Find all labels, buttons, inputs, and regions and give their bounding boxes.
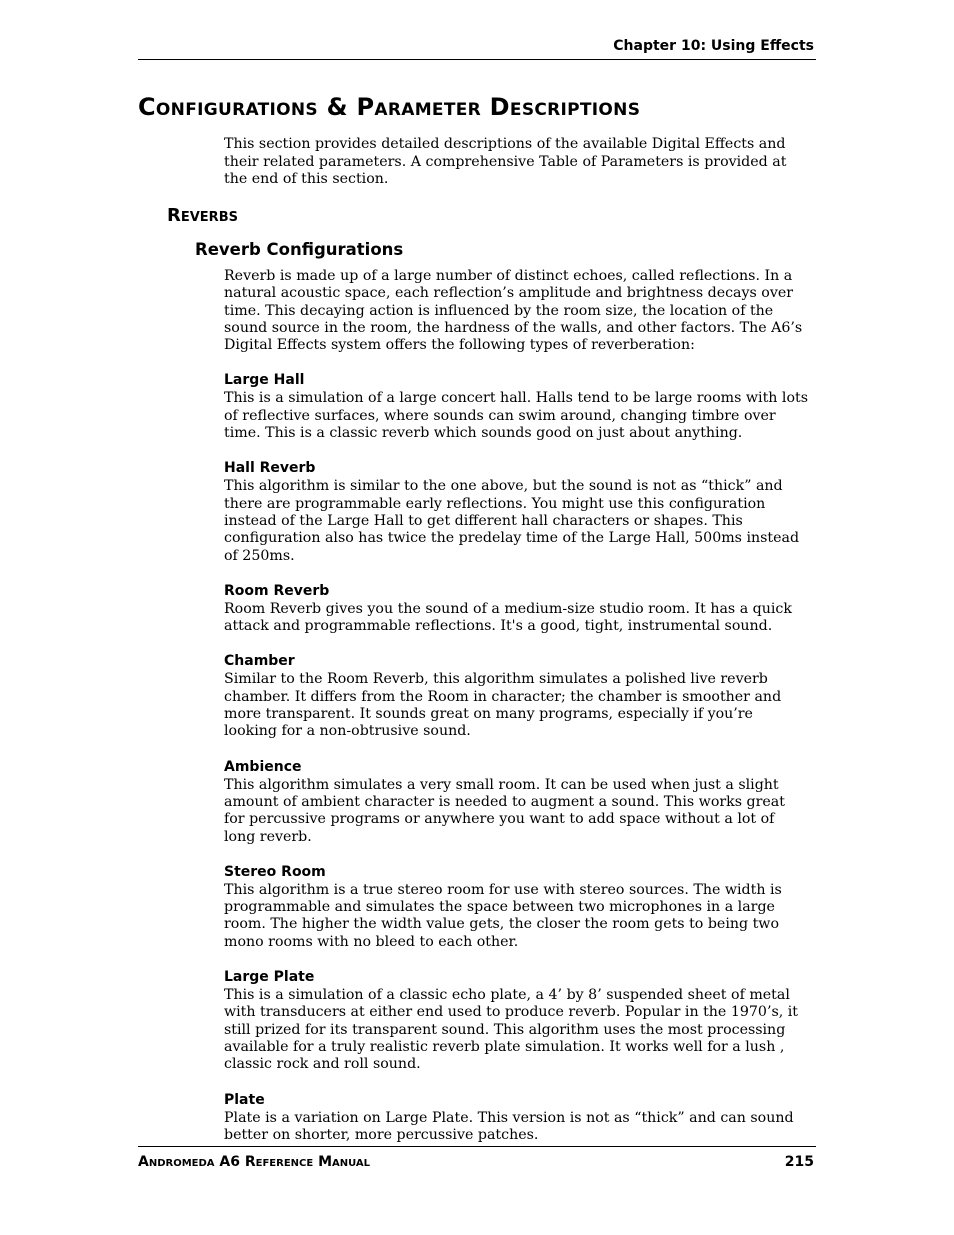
large-plate-description: This is a simulation of a classic echo plate, a 4’ by 8’ suspended sheet of metal with transducers at either end used to produce reverb. Popular in the 1970’s, it still prized for its transparent sound. This algorithm uses the most processing available for a truly realistic reverb plate simulation. It works well for a lush , classic rock and roll sound.	[224, 987, 798, 1073]
plate-heading: Plate	[224, 1091, 265, 1108]
large-plate-heading: Large Plate	[224, 969, 315, 986]
ambience-description: This algorithm simulates a very small room. It can be used when just a slight amount of ambient character is needed to augment a sound. This works great for percussive programs or anywhere you want to add space without a lot of long reverb.	[224, 776, 785, 845]
ambience-heading: Ambience	[224, 758, 302, 775]
header-rule	[138, 59, 816, 60]
chapter-header: Chapter 10: Using Effects	[613, 38, 814, 54]
plate-description: Plate is a variation on Large Plate. This version is not as “thick” and can sound better on shorter, more percussive patches.	[224, 1109, 794, 1143]
hall-reverb-description: This algorithm is similar to the one above, but the sound is not as “thick” and there are programmable early reflections. You might use this configuration instead of the Large Hall to get different hall characters or shapes. This configuration also has twice the predelay time of the Large Hall, 500ms instead of 250ms.	[224, 478, 800, 564]
room-reverb-description: Room Reverb gives you the sound of a medium-size studio room. It has a quick attack and programmable reflections. It's a good, tight, instrumental sound.	[224, 600, 792, 635]
large-hall-heading: Large Hall	[224, 372, 305, 389]
reverb-body	[224, 268, 808, 1144]
footer-manual-title: Andromeda A6 Reference Manual	[138, 1154, 371, 1170]
chamber-heading: Chamber	[224, 653, 295, 670]
page-number: 215	[784, 1154, 814, 1170]
stereo-room-heading: Stereo Room	[224, 863, 326, 880]
hall-reverb-heading: Hall Reverb	[224, 460, 316, 477]
reverb-intro-paragraph: Reverb is made up of a large number of distinct echoes, called reflections. In a natural acoustic space, each reflection’s amplitude and brightness decays over time. This decaying action is influenced by the room size, the location of the sound source in the room, the hardness of the walls, and other factors. The A6’s Digital Effects system offers the following types of reverberation:	[224, 268, 803, 354]
large-hall-description: This is a simulation of a large concert hall. Halls tend to be large rooms with lots of reflective surfaces, where sounds can swim around, changing timbre over time. This is a classic reverb which sounds good on just about anything.	[224, 390, 808, 442]
footer-rule	[138, 1146, 816, 1147]
room-reverb-heading: Room Reverb	[224, 582, 330, 599]
reverbs-heading: Reverbs	[167, 205, 238, 226]
reverb-configurations-heading: Reverb Configurations	[195, 240, 404, 259]
intro-paragraph: This section provides detailed descriptions of the available Digital Effects and their related parameters. A comprehensive Table of Parameters is provided at the end of this section.	[224, 136, 787, 187]
chamber-description: Similar to the Room Reverb, this algorithm simulates a polished live reverb chamber. It differs from the Room in character; the chamber is smoother and more transparent. It sounds great on many programs, especially if you’re looking for a non-obtrusive sound.	[224, 671, 782, 740]
page-title: Configurations & Parameter Descriptions	[138, 93, 641, 121]
stereo-room-description: This algorithm is a true stereo room for use with stereo sources. The width is programmable and simulates the space between two microphones in a large room. The higher the width value gets, the closer the room gets to being two mono rooms with no bleed to each other.	[224, 881, 782, 950]
